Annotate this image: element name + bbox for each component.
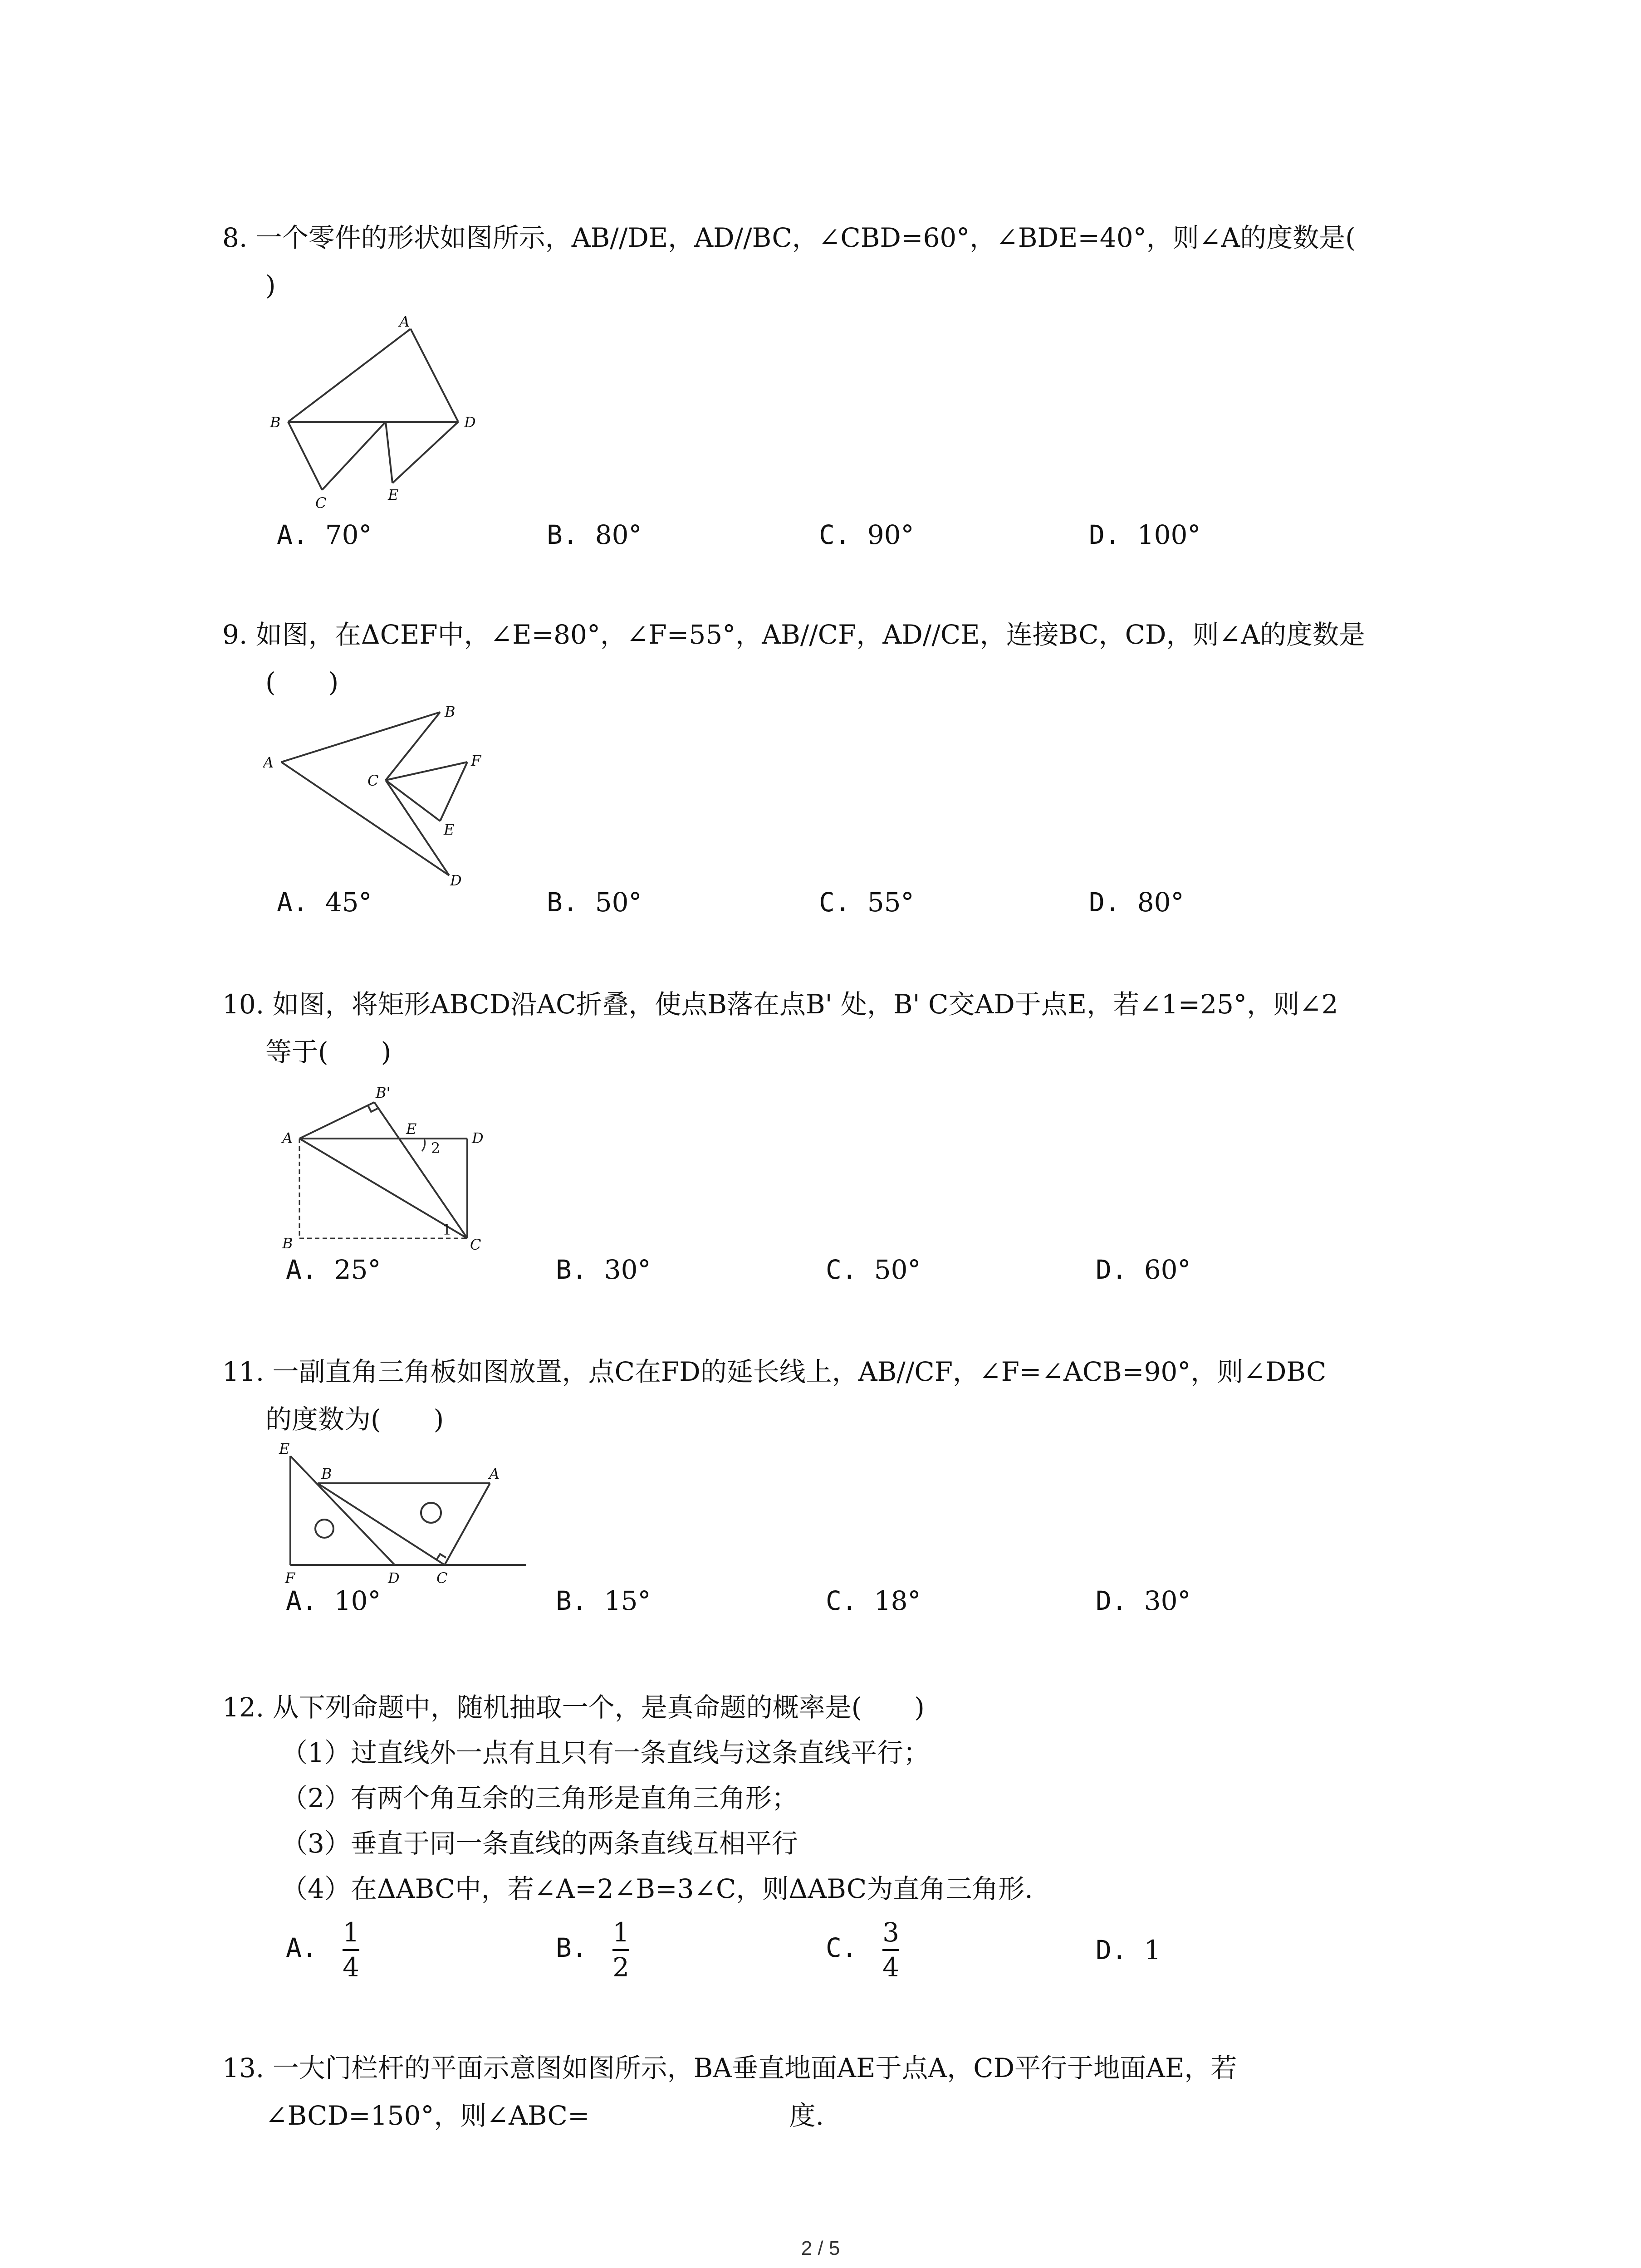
- fraction: $\frac{3}{4}$: [882, 1917, 900, 1983]
- q8-label-c: C: [315, 494, 327, 512]
- q9-label-f: F: [471, 752, 481, 769]
- q11-label-c: C: [436, 1569, 448, 1587]
- q10-option-b[interactable]: B. 30°: [556, 1254, 651, 1285]
- q10-label-d: D: [472, 1129, 484, 1147]
- q9-label-c: C: [367, 772, 379, 789]
- q12-stem: 12. 从下列命题中，随机抽取一个，是真命题的概率是( ): [222, 1692, 925, 1723]
- q8-stem-line2: ): [265, 270, 276, 301]
- q8-option-d[interactable]: D. 100°: [1089, 519, 1201, 550]
- q10-label-b: B: [282, 1235, 293, 1252]
- q10-option-a[interactable]: A. 25°: [286, 1254, 381, 1285]
- q8-option-c[interactable]: C. 90°: [819, 519, 914, 550]
- q12-option-d[interactable]: D. 1: [1096, 1935, 1161, 1965]
- q8-label-a: A: [399, 313, 410, 330]
- q10-stem-line1: 10. 如图，将矩形ABCD沿AC折叠，使点B落在点B' 处，B' C交AD于点E，若∠1=25°，则∠2: [222, 989, 1338, 1020]
- q13-stem-line2: ∠BCD=150°，则∠ABC= 度.: [265, 2100, 824, 2131]
- q12-proposition-2: （2）有两个角互余的三角形是直角三角形；: [281, 1783, 798, 1813]
- q9-option-b[interactable]: B. 50°: [547, 887, 642, 918]
- fraction: $\frac{1}{2}$: [612, 1917, 630, 1983]
- q8-figure: [263, 308, 499, 519]
- q12-proposition-3: （3）垂直于同一条直线的两条直线互相平行: [281, 1828, 798, 1859]
- q12-proposition-1: （1）过直线外一点有且只有一条直线与这条直线平行；: [281, 1737, 930, 1768]
- q12-option-b[interactable]: B. $\frac{1}{2}$: [556, 1917, 630, 1983]
- q11-stem-line2: 的度数为( ): [265, 1404, 444, 1435]
- q11-label-b: B: [321, 1465, 332, 1482]
- q11-option-b[interactable]: B. 15°: [556, 1585, 651, 1616]
- q8-option-b[interactable]: B. 80°: [547, 519, 642, 550]
- q10-label-e: E: [406, 1120, 417, 1138]
- q8-option-a[interactable]: A. 70°: [277, 519, 372, 550]
- q10-stem-line2: 等于( ): [265, 1036, 392, 1067]
- q8-stem-line1: 8. 一个零件的形状如图所示，AB//DE，AD//BC，∠CBD=60°，∠BDE=40°，则∠A的度数是(: [222, 222, 1356, 253]
- q12-option-c[interactable]: C. $\frac{3}{4}$: [826, 1917, 900, 1983]
- q11-option-d[interactable]: D. 30°: [1096, 1585, 1191, 1616]
- fraction: $\frac{1}{4}$: [343, 1917, 360, 1983]
- q11-figure: [272, 1433, 535, 1598]
- q8-label-b: B: [270, 414, 281, 431]
- q11-option-c[interactable]: C. 18°: [826, 1585, 921, 1616]
- q9-option-d[interactable]: D. 80°: [1089, 887, 1184, 918]
- q10-option-d[interactable]: D. 60°: [1096, 1254, 1191, 1285]
- q11-option-a[interactable]: A. 10°: [286, 1585, 381, 1616]
- q11-stem-line1: 11. 一副直角三角板如图放置，点C在FD的延长线上，AB//CF，∠F=∠ACB=90°，则∠DBC: [222, 1356, 1327, 1387]
- q9-option-c[interactable]: C. 55°: [819, 887, 914, 918]
- q11-label-d: D: [388, 1569, 400, 1587]
- q9-label-e: E: [444, 821, 455, 838]
- q10-option-c[interactable]: C. 50°: [826, 1254, 921, 1285]
- q12-proposition-4: （4）在ΔABC中，若∠A=2∠B=3∠C，则ΔABC为直角三角形.: [281, 1873, 1033, 1904]
- q11-label-e: E: [279, 1440, 290, 1457]
- q10-angle-2: 2: [431, 1139, 441, 1157]
- q10-label-b-prime: B': [376, 1084, 391, 1101]
- q11-label-f: F: [285, 1569, 295, 1587]
- q9-option-a[interactable]: A. 45°: [277, 887, 372, 918]
- q12-option-a[interactable]: A. $\frac{1}{4}$: [286, 1917, 360, 1983]
- q8-label-e: E: [388, 486, 399, 503]
- q9-label-d: D: [450, 872, 462, 889]
- q10-figure: [272, 1066, 508, 1258]
- q10-label-c: C: [470, 1236, 481, 1253]
- q10-label-a: A: [282, 1129, 293, 1147]
- q10-angle-1: 1: [442, 1221, 452, 1238]
- q9-figure: [263, 699, 554, 891]
- q9-label-a: A: [263, 754, 274, 771]
- q13-stem-line1: 13. 一大门栏杆的平面示意图如图所示，BA垂直地面AE于点A，CD平行于地面AE，若: [222, 2053, 1237, 2083]
- q9-stem-line1: 9. 如图，在ΔCEF中，∠E=80°，∠F=55°，AB//CF，AD//CE，连接BC，CD，则∠A的度数是: [222, 619, 1366, 650]
- q11-label-a: A: [489, 1465, 500, 1482]
- q9-stem-line2: ( ): [265, 667, 339, 698]
- page-number: 2 / 5: [801, 2237, 840, 2259]
- q9-label-b: B: [445, 703, 456, 720]
- q8-label-d: D: [464, 414, 476, 431]
